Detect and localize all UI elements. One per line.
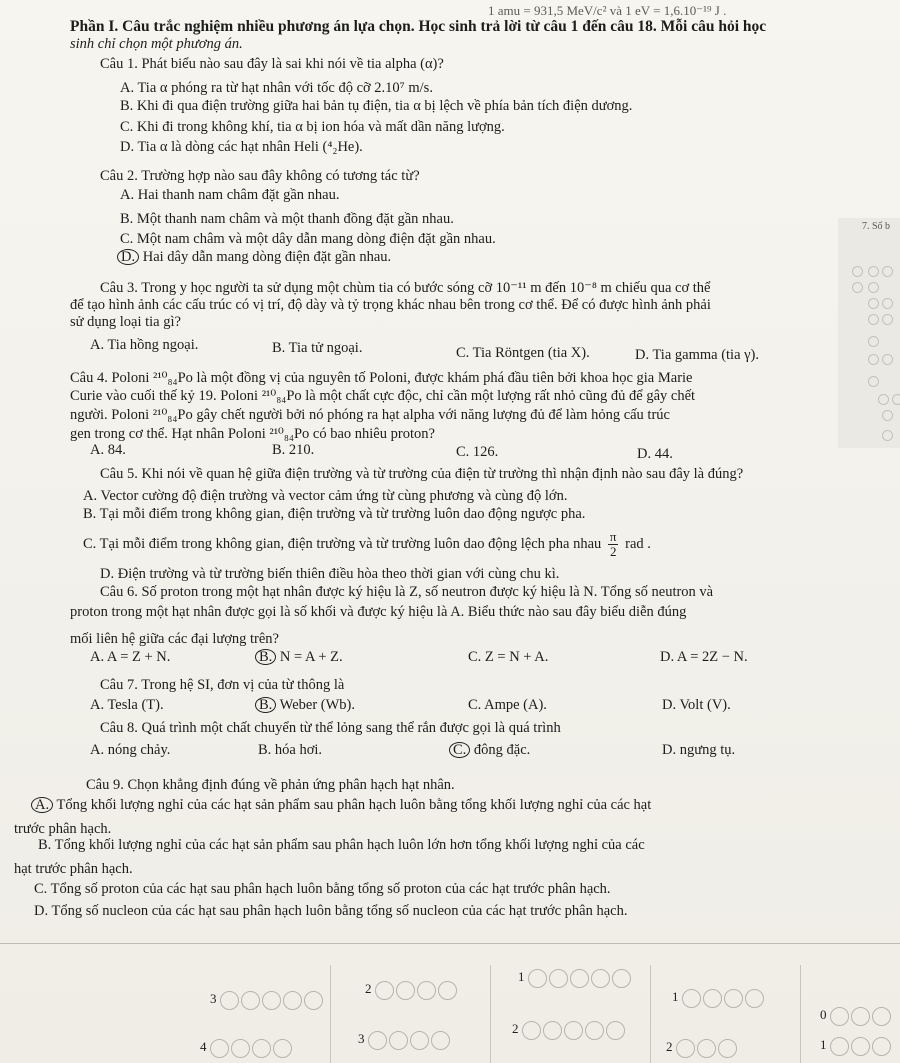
adjacent-page-fragment: [838, 218, 900, 448]
answer-bubble-row[interactable]: 3: [358, 1030, 452, 1050]
answer-bubble[interactable]: [273, 1039, 292, 1058]
q8-option-d: D. ngưng tụ.: [662, 742, 736, 758]
q7-selected-mark: B.: [255, 697, 276, 713]
q2-option-c: C. Một nam châm và một dây dẫn mang dòng điện đặt gần nhau.: [120, 231, 496, 247]
q2-option-a: A. Hai thanh nam châm đặt gần nhau.: [120, 187, 340, 203]
side-bubble: [868, 376, 879, 387]
constants-line: 1 amu = 931,5 MeV/c² và 1 eV = 1,6.10⁻¹⁹ J .: [488, 3, 727, 18]
side-bubble: [868, 266, 879, 277]
answer-bubble[interactable]: [591, 969, 610, 988]
q3-line1: Câu 3. Trong y học người ta sử dụng một chùm tia có bước sóng cỡ 10⁻¹¹ m đến 10⁻⁸ m chiếu qua cơ thể: [100, 280, 711, 296]
q5-stem: Câu 5. Khi nói về quan hệ giữa điện trường và từ trường của điện từ trường thì nhận định nào sau đây là đúng?: [100, 466, 744, 482]
answer-bubble[interactable]: [851, 1007, 870, 1026]
q4-option-b: B. 210.: [272, 442, 315, 458]
q2-option-d: D. Hai dây dẫn mang dòng điện đặt gần nhau.: [120, 248, 391, 266]
answer-bubble[interactable]: [543, 1021, 562, 1040]
answer-group-divider: [330, 965, 331, 1063]
answer-bubble[interactable]: [549, 969, 568, 988]
q6-selected-mark: B.: [255, 649, 276, 665]
q8-stem: Câu 8. Quá trình một chất chuyển từ thể lỏng sang thể rắn được gọi là quá trình: [100, 720, 561, 736]
q5-option-a: A. Vector cường độ điện trường và vector cảm ứng từ cùng phương và cùng độ lớn.: [83, 488, 568, 504]
q5-option-b: B. Tại mỗi điểm trong không gian, điện trường và từ trường luôn dao động ngược pha.: [83, 506, 586, 522]
answer-bubble-row[interactable]: 2: [666, 1038, 739, 1058]
q4-option-c: C. 126.: [456, 444, 499, 460]
answer-group-divider: [490, 965, 491, 1063]
q2-stem: Câu 2. Trường hợp nào sau đây không có tương tác từ?: [100, 168, 420, 184]
answer-bubble[interactable]: [375, 981, 394, 1000]
answer-bubble[interactable]: [283, 991, 302, 1010]
answer-bubble-row[interactable]: 1: [820, 1036, 893, 1056]
answer-bubble[interactable]: [231, 1039, 250, 1058]
answer-bubble-row[interactable]: 4: [200, 1038, 294, 1058]
answer-bubble[interactable]: [210, 1039, 229, 1058]
q1-option-b: B. Khi đi qua điện trường giữa hai bản tụ điện, tia α bị lệch về phía bản tích điện dương.: [120, 98, 633, 114]
side-bubble: [882, 430, 893, 441]
answer-bubble[interactable]: [262, 991, 281, 1010]
q6-line3: mối liên hệ giữa các đại lượng trên?: [70, 631, 279, 647]
q6-line1: Câu 6. Số proton trong một hạt nhân được ký hiệu là Z, số neutron được ký hiệu là N. Tổng số neutron và: [100, 584, 714, 600]
q9-option-d: D. Tổng số nucleon của các hạt sau phân hạch luôn bằng tổng số nucleon của các hạt trước phân hạch.: [34, 903, 628, 919]
q5-option-d: D. Điện trường và từ trường biến thiên điều hòa theo thời gian với cùng chu kì.: [100, 566, 560, 582]
answer-bubble[interactable]: [745, 989, 764, 1008]
side-bubble: [882, 354, 893, 365]
answer-bubble[interactable]: [389, 1031, 408, 1050]
q9-selected-mark: A.: [31, 797, 53, 813]
q1-stem: Câu 1. Phát biểu nào sau đây là sai khi nói về tia alpha (α)?: [100, 56, 444, 72]
answer-bubble[interactable]: [410, 1031, 429, 1050]
side-bubble: [868, 314, 879, 325]
answer-bubble[interactable]: [830, 1037, 849, 1056]
pi-over-two-fraction: $\frac{\pi}{2}$: [609, 529, 617, 559]
q7-stem: Câu 7. Trong hệ SI, đơn vị của từ thông là: [100, 677, 345, 693]
q8-option-b: B. hóa hơi.: [258, 742, 323, 758]
q3-line3: sử dụng loại tia gì?: [70, 314, 181, 330]
q8-selected-mark: C.: [449, 742, 470, 758]
side-bubble: [868, 282, 879, 293]
side-bubble: [868, 298, 879, 309]
q5-option-c: C. Tại mỗi điểm trong không gian, điện trường và từ trường luôn dao động lệch pha nhau $\frac{\pi}{2}$ rad .: [83, 529, 651, 559]
q8-option-c: C. đông đặc.: [452, 741, 530, 759]
q8-option-a: A. nóng chảy.: [90, 742, 171, 758]
q4-line4: gen trong cơ thể. Hạt nhân Poloni ²¹⁰₈₄Po có bao nhiêu proton?: [70, 426, 435, 442]
answer-bubble[interactable]: [220, 991, 239, 1010]
q3-option-a: A. Tia hồng ngoại.: [90, 337, 199, 353]
answer-bubble[interactable]: [697, 1039, 716, 1058]
side-bubble: [882, 410, 893, 421]
answer-bubble[interactable]: [585, 1021, 604, 1040]
q3-line2: để tạo hình ảnh các cấu trúc có vị trí, độ dày và tỷ trọng khác nhau bên trong cơ thể. Để có được hình ảnh phải: [70, 297, 711, 313]
q9-option-b-line1: B. Tổng khối lượng nghỉ của các hạt sản phẩm sau phân hạch luôn lớn hơn tổng khối lượng nghỉ của các: [38, 837, 645, 853]
q4-option-a: A. 84.: [90, 442, 126, 458]
q6-option-b: B. N = A + Z.: [258, 648, 343, 666]
answer-bubble[interactable]: [252, 1039, 271, 1058]
q9-stem: Câu 9. Chọn khẳng định đúng về phản ứng phân hạch hạt nhân.: [86, 777, 455, 793]
answer-bubble[interactable]: [703, 989, 722, 1008]
q7-option-c: C. Ampe (A).: [468, 697, 547, 713]
q6-option-a: A. A = Z + N.: [90, 649, 171, 665]
answer-bubble[interactable]: [431, 1031, 450, 1050]
answer-bubble-row[interactable]: 0: [820, 1006, 893, 1026]
q9-option-c: C. Tổng số proton của các hạt sau phân hạch luôn bằng tổng số proton của các hạt trước phân hạch.: [34, 881, 611, 897]
q3-option-b: B. Tia tử ngoại.: [272, 340, 363, 356]
answer-bubble[interactable]: [417, 981, 436, 1000]
side-bubble: [852, 266, 863, 277]
q9-option-a-line2: trước phân hạch.: [14, 821, 112, 837]
q2-selected-mark: D.: [117, 249, 139, 265]
answer-bubble-row[interactable]: 2: [512, 1020, 627, 1040]
q4-line1: Câu 4. Poloni ²¹⁰₈₄Po là một đồng vị của nguyên tố Poloni, được khám phá đầu tiên bởi khoa học gia Marie: [70, 370, 693, 386]
q4-line3: người. Poloni ²¹⁰₈₄Po gây chết người bởi nó phóng ra hạt alpha với năng lượng đủ để làm hỏng cấu trúc: [70, 407, 670, 423]
side-bubble: [882, 266, 893, 277]
answer-bubble[interactable]: [368, 1031, 387, 1050]
q7-option-a: A. Tesla (T).: [90, 697, 164, 713]
answer-bubble[interactable]: [830, 1007, 849, 1026]
q7-option-b: B. Weber (Wb).: [258, 696, 355, 714]
answer-bubble[interactable]: [396, 981, 415, 1000]
q3-option-c: C. Tia Röntgen (tia X).: [456, 345, 590, 361]
answer-bubble[interactable]: [682, 989, 701, 1008]
q4-option-d: D. 44.: [637, 446, 673, 462]
answer-bubble-row[interactable]: 3: [210, 990, 325, 1010]
answer-bubble[interactable]: [851, 1037, 870, 1056]
part1-subtitle: sinh chỉ chọn một phương án.: [70, 36, 243, 52]
answer-bubble-row[interactable]: 1: [518, 968, 633, 988]
answer-bubble[interactable]: [241, 991, 260, 1010]
answer-bubble-row[interactable]: 1: [672, 988, 766, 1008]
q6-option-c: C. Z = N + A.: [468, 649, 549, 665]
side-bubble: [882, 298, 893, 309]
answer-bubble[interactable]: [438, 981, 457, 1000]
q1-option-d: D. Tia α là dòng các hạt nhân Heli (⁴₂He).: [120, 139, 363, 155]
answer-bubble[interactable]: [606, 1021, 625, 1040]
side-bubble: [892, 394, 900, 405]
answer-bubble[interactable]: [612, 969, 631, 988]
answer-group-divider: [800, 965, 801, 1063]
side-bubble: [852, 282, 863, 293]
side-bubble: [882, 314, 893, 325]
q1-option-c: C. Khi đi trong không khí, tia α bị ion hóa và mất dần năng lượng.: [120, 119, 505, 135]
q6-option-d: D. A = 2Z − N.: [660, 649, 748, 665]
answer-bubble[interactable]: [564, 1021, 583, 1040]
answer-bubble[interactable]: [676, 1039, 695, 1058]
answer-bubble[interactable]: [718, 1039, 737, 1058]
answer-bubble[interactable]: [304, 991, 323, 1010]
q9-option-b-line2: hạt trước phân hạch.: [14, 861, 133, 877]
answer-bubble-row[interactable]: 2: [365, 980, 459, 1000]
answer-bubble[interactable]: [522, 1021, 541, 1040]
side-label: 7. Số b: [862, 221, 891, 232]
side-bubble: [868, 336, 879, 347]
q3-option-d: D. Tia gamma (tia γ).: [635, 347, 760, 363]
page-divider: [0, 943, 900, 944]
answer-bubble[interactable]: [872, 1007, 891, 1026]
q9-option-a-line1: A. Tổng khối lượng nghỉ của các hạt sản phẩm sau phân hạch luôn bằng tổng khối lượng nghỉ của các hạt: [34, 796, 651, 814]
q1-option-a: A. Tia α phóng ra từ hạt nhân với tốc độ cỡ 2.10⁷ m/s.: [120, 80, 433, 96]
part1-title: Phần I. Câu trắc nghiệm nhiều phương án lựa chọn. Học sinh trả lời từ câu 1 đến câu 18. Mỗi câu hỏi học: [70, 18, 767, 35]
answer-bubble[interactable]: [724, 989, 743, 1008]
answer-bubble[interactable]: [528, 969, 547, 988]
side-bubble: [868, 354, 879, 365]
answer-bubble[interactable]: [872, 1037, 891, 1056]
answer-group-divider: [650, 965, 651, 1063]
answer-bubble[interactable]: [570, 969, 589, 988]
q7-option-d: D. Volt (V).: [662, 697, 731, 713]
side-bubble: [878, 394, 889, 405]
q2-option-b: B. Một thanh nam châm và một thanh đồng đặt gần nhau.: [120, 211, 454, 227]
q4-line2: Curie vào cuối thế kỷ 19. Poloni ²¹⁰₈₄Po là một chất cực độc, chỉ cần một lượng rất nhỏ cũng đủ để gây chết: [70, 388, 696, 404]
q6-line2: proton trong một hạt nhân được gọi là số khối và được ký hiệu là A. Biểu thức nào sau đây biểu diễn đúng: [70, 604, 687, 620]
